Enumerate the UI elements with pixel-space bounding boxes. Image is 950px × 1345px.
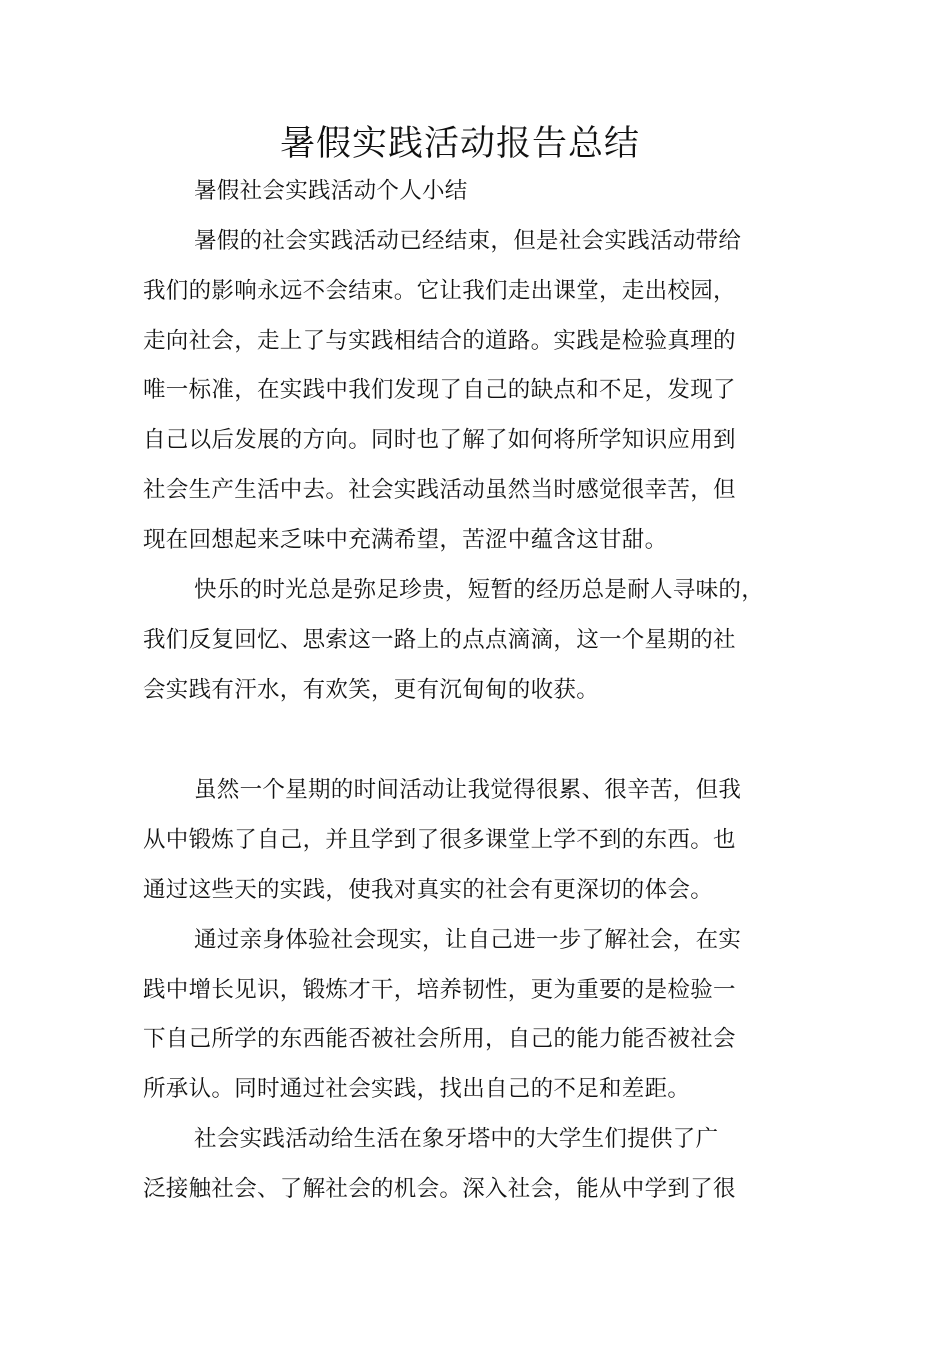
paragraph-line: 通过这些天的实践，使我对真实的社会有更深切的体会。	[143, 877, 714, 903]
paragraph-line: 唯一标准，在实践中我们发现了自己的缺点和不足，发现了	[143, 377, 736, 403]
paragraph-line: 走向社会，走上了与实践相结合的道路。实践是检验真理的	[143, 328, 736, 354]
paragraph-line: 快乐的时光总是弥足珍贵，短暂的经历总是耐人寻味的，	[194, 577, 765, 603]
paragraph-line: 我们反复回忆、思索这一路上的点点滴滴，这一个星期的社	[143, 627, 736, 653]
paragraph-line: 所承认。同时通过社会实践，找出自己的不足和差距。	[143, 1076, 691, 1102]
paragraph-line: 暑假的社会实践活动已经结束，但是社会实践活动带给	[194, 228, 742, 254]
paragraph-line: 社会生产生活中去。社会实践活动虽然当时感觉很幸苦，但	[143, 477, 736, 503]
paragraph-line: 通过亲身体验社会现实，让自己进一步了解社会，在实	[194, 927, 742, 953]
paragraph-line: 现在回想起来乏味中充满希望，苦涩中蕴含这甘甜。	[143, 527, 668, 553]
document-subtitle: 暑假社会实践活动个人小结	[194, 178, 468, 204]
paragraph-line: 会实践有汗水，有欢笑，更有沉甸甸的收获。	[143, 677, 600, 703]
paragraph-line: 下自己所学的东西能否被社会所用，自己的能力能否被社会	[143, 1026, 736, 1052]
paragraph-line: 泛接触社会、了解社会的机会。深入社会，能从中学到了很	[143, 1176, 736, 1202]
paragraph-line: 从中锻炼了自己，并且学到了很多课堂上学不到的东西。也	[143, 827, 736, 853]
paragraph-line: 虽然一个星期的时间活动让我觉得很累、很辛苦，但我	[194, 777, 742, 803]
paragraph-line: 社会实践活动给生活在象牙塔中的大学生们提供了广	[194, 1126, 719, 1152]
document-title: 暑假实践活动报告总结	[279, 124, 640, 164]
paragraph-line: 我们的影响永远不会结束。它让我们走出课堂，走出校园，	[143, 278, 736, 304]
paragraph-line: 自己以后发展的方向。同时也了解了如何将所学知识应用到	[143, 427, 736, 453]
paragraph-line: 践中增长见识，锻炼才干，培养韧性，更为重要的是检验一	[143, 977, 736, 1003]
